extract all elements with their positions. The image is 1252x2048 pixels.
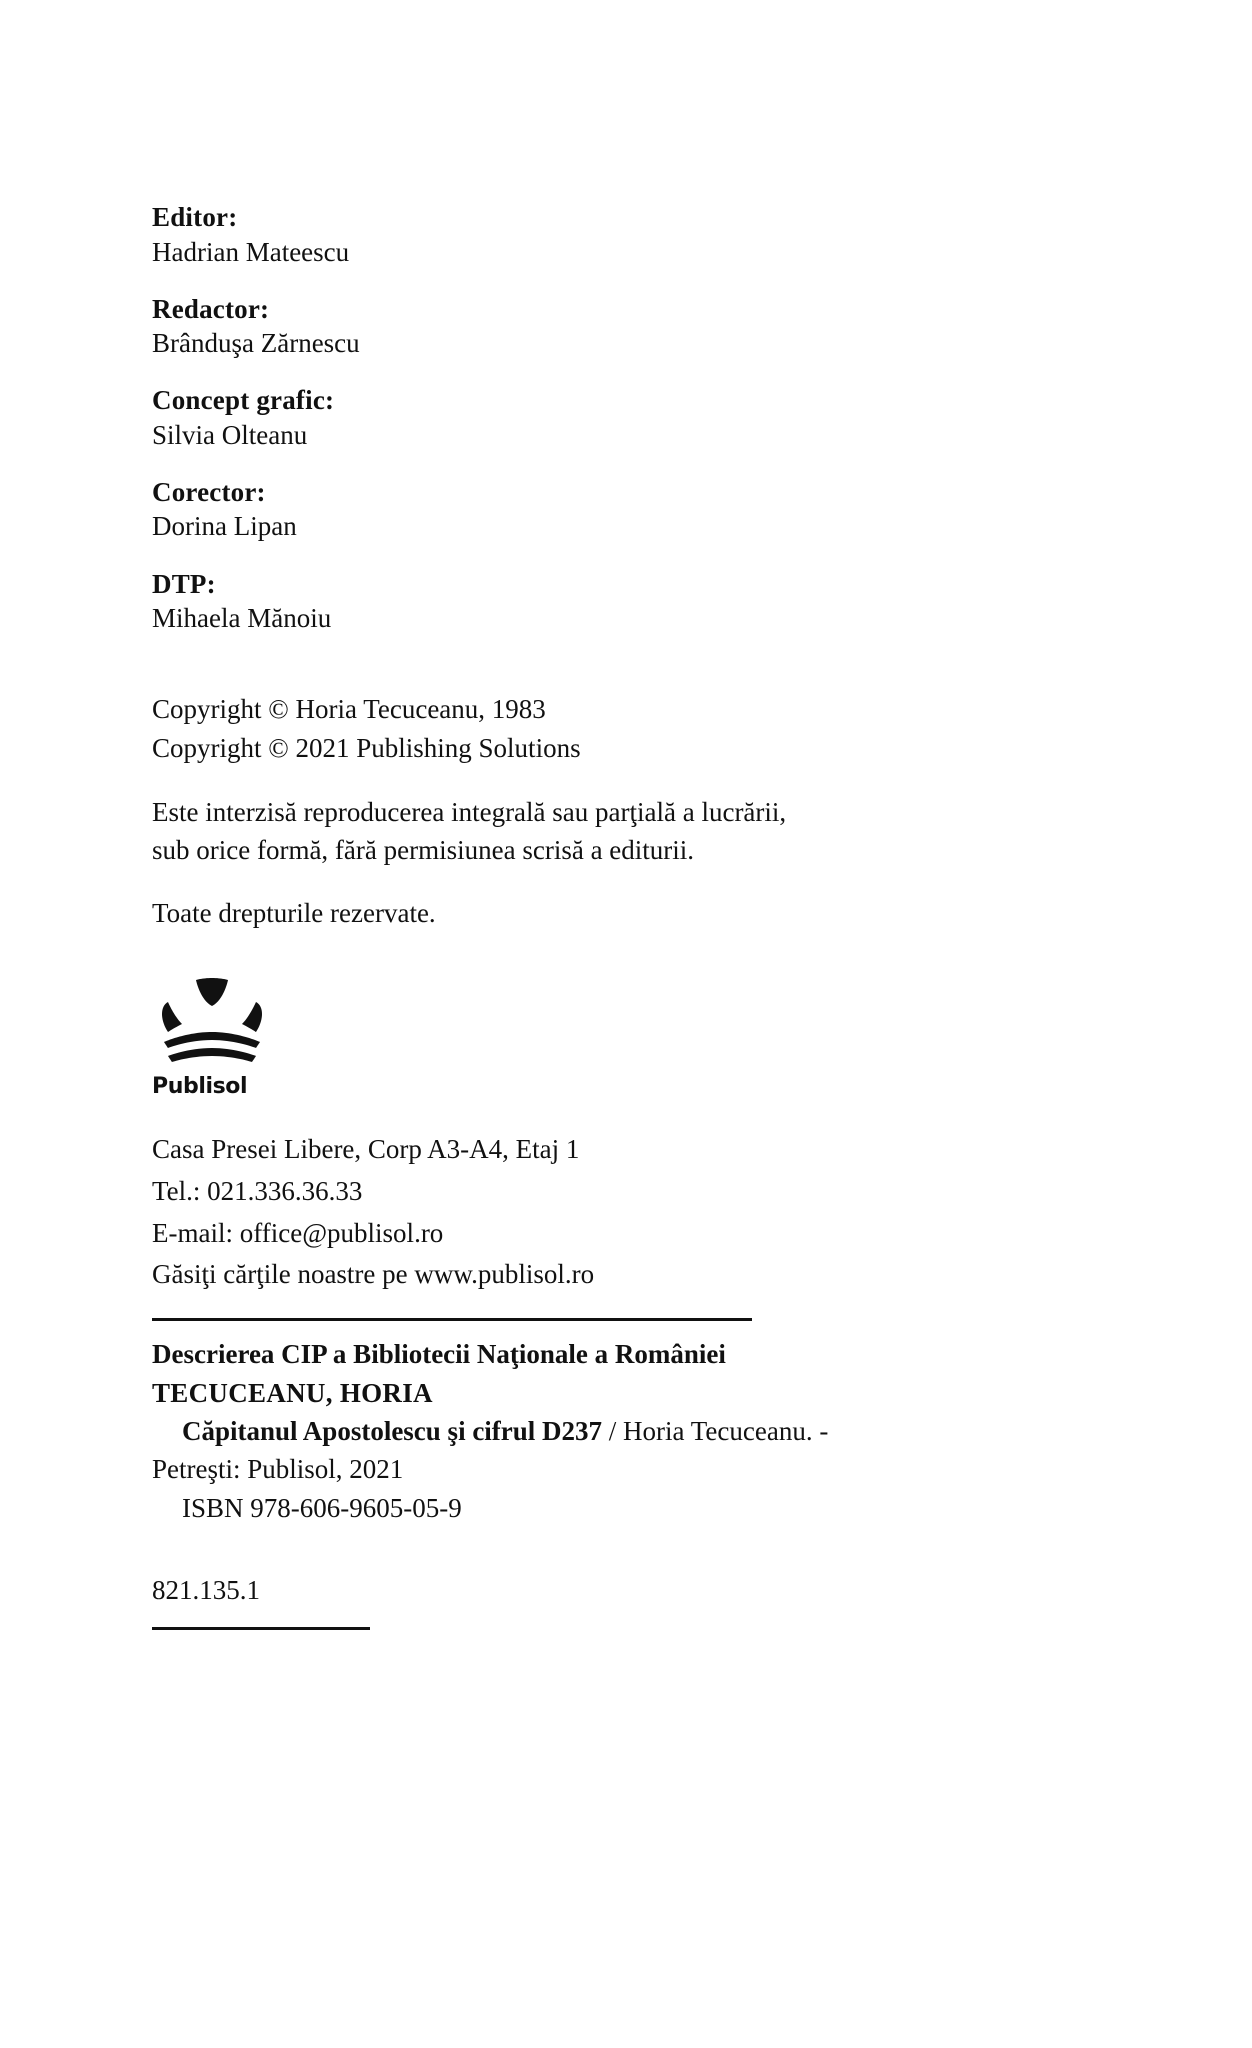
cip-place-of-publication: Petreşti: Publisol, 2021 bbox=[152, 1454, 404, 1485]
cip-work bbox=[152, 1412, 1032, 1450]
credit-role-label: Concept grafic: bbox=[152, 385, 335, 416]
all-rights-reserved: Toate drepturile rezervate. bbox=[152, 897, 436, 928]
credit-person-name: Dorina Lipan bbox=[152, 511, 297, 542]
credit-editor bbox=[152, 200, 1032, 270]
publisher-address: Casa Presei Libere, Corp A3-A4, Etaj 1 bbox=[152, 1133, 580, 1164]
cip-work-rest: / Horia Tecuceanu. - bbox=[602, 1415, 829, 1446]
reproduction-notice-line-1: Este interzisă reproducerea integrală sau parţială a lucrării, bbox=[152, 796, 787, 827]
publisher-logo bbox=[152, 976, 272, 1099]
publisher-contact bbox=[152, 1129, 1032, 1296]
credit-role-label: Corector: bbox=[152, 476, 266, 507]
publisol-wordmark: Publisol bbox=[152, 1073, 248, 1099]
credit-role-label: Redactor: bbox=[152, 293, 270, 324]
copyright-line-publisher: Copyright © 2021 Publishing Solutions bbox=[152, 732, 581, 763]
publisher-phone: Tel.: 021.336.36.33 bbox=[152, 1175, 363, 1206]
reproduction-notice-line-2: sub orice formă, fără permisiunea scrisă a editurii. bbox=[152, 835, 695, 866]
copyright-line-author: Copyright © Horia Tecuceanu, 1983 bbox=[152, 694, 546, 725]
credit-person-name: Brânduşa Zărnescu bbox=[152, 328, 360, 359]
cip-divider-top bbox=[152, 1318, 752, 1321]
cip-heading: Descrierea CIP a Bibliotecii Naţionale a României bbox=[152, 1339, 726, 1370]
credit-person-name: Hadrian Mateescu bbox=[152, 236, 350, 267]
cip-isbn: ISBN 978-606-9605-05-9 bbox=[182, 1492, 462, 1523]
credit-role-label: DTP: bbox=[152, 568, 216, 599]
credit-corector bbox=[152, 475, 1032, 545]
publisol-logo-icon bbox=[152, 976, 272, 1072]
cip-classification: 821.135.1 bbox=[152, 1574, 260, 1605]
cip-author: TECUCEANU, HORIA bbox=[152, 1377, 433, 1408]
credit-concept-grafic bbox=[152, 383, 1032, 453]
credit-person-name: Mihaela Mănoiu bbox=[152, 603, 332, 634]
credit-person-name: Silvia Olteanu bbox=[152, 419, 308, 450]
publisher-email: E-mail: office@publisol.ro bbox=[152, 1217, 444, 1248]
reproduction-notice bbox=[152, 793, 1032, 870]
credit-redactor bbox=[152, 292, 1032, 362]
credit-role-label: Editor: bbox=[152, 202, 238, 232]
spacer bbox=[152, 658, 1032, 690]
page-content bbox=[152, 200, 1032, 1630]
publisher-website: Găsiţi cărţile noastre pe www.publisol.ro bbox=[152, 1259, 595, 1290]
cip-divider-bottom bbox=[152, 1627, 370, 1630]
copyright-block bbox=[152, 690, 1032, 767]
credit-dtp bbox=[152, 567, 1032, 637]
cip-work-title: Căpitanul Apostolescu şi cifrul D237 bbox=[182, 1415, 603, 1446]
